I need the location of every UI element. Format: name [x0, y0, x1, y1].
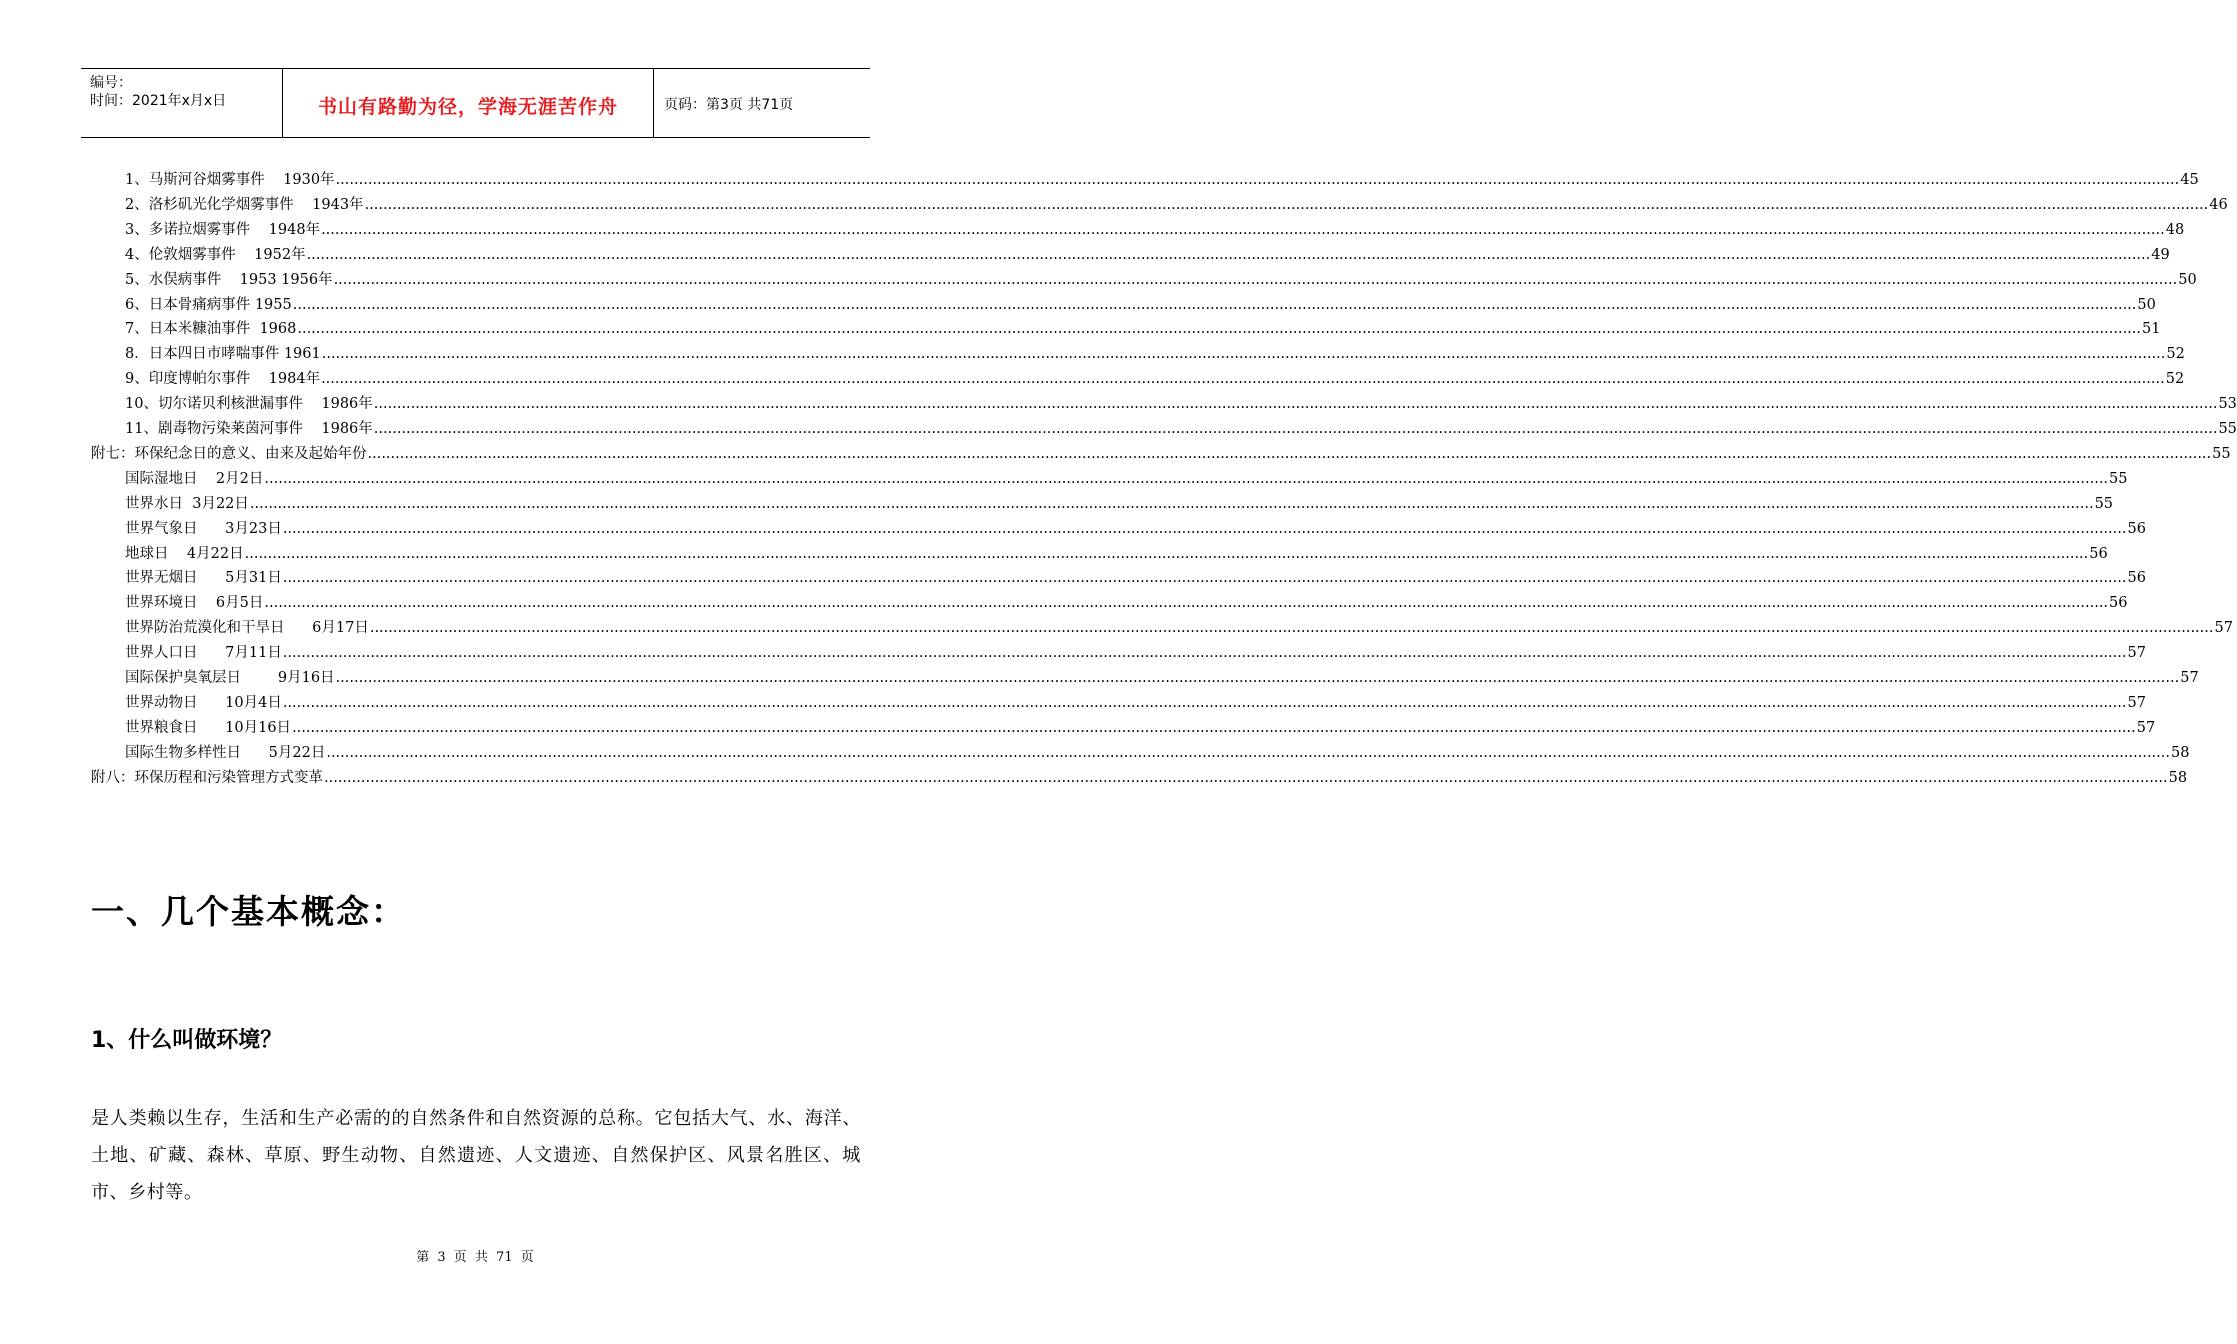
toc-leader-dots: ................................................................................................................................................................................................................................................................................................................................................................................................................ — [282, 570, 2127, 587]
date-label: 时间：2021年x月x日 — [90, 93, 227, 109]
toc-entry-title: 8．日本四日市哮喘事件 1961 — [125, 346, 321, 363]
toc-entry[interactable] — [125, 170, 2199, 190]
toc-entry-page: 57 — [2214, 620, 2233, 637]
toc-entry-title: 地球日 4月22日 — [125, 545, 244, 562]
toc-entry-page: 53 — [2218, 396, 2237, 413]
toc-entry-page: 51 — [2142, 321, 2161, 338]
toc-leader-dots: ................................................................................................................................................................................................................................................................................................................................................................................................................ — [282, 694, 2127, 711]
toc-entry[interactable] — [125, 319, 2161, 339]
toc-entry-title: 6、日本骨痛病事件 1955 — [125, 296, 292, 313]
toc-entry-title: 世界人口日 7月11日 — [125, 645, 282, 662]
toc-entry[interactable] — [125, 718, 2156, 738]
header-motto: 书山有路勤为径，学海无涯苦作舟 — [283, 69, 654, 137]
header-page-info: 页码：第3页 共71页 — [664, 97, 794, 113]
page-header — [81, 68, 870, 138]
toc-entry[interactable] — [125, 618, 2233, 638]
toc-entry-title: 世界动物日 10月4日 — [125, 694, 282, 711]
toc-entry[interactable] — [125, 519, 2146, 539]
toc-entry-page: 50 — [2178, 271, 2197, 288]
toc-entry-page: 56 — [2109, 595, 2128, 612]
toc-leader-dots: ................................................................................................................................................................................................................................................................................................................................................................................................................ — [264, 470, 2109, 487]
toc-entry-title: 国际湿地日 2月2日 — [125, 470, 264, 487]
toc-entry[interactable] — [125, 369, 2185, 389]
toc-entry-page: 57 — [2127, 645, 2146, 662]
toc-leader-dots: ................................................................................................................................................................................................................................................................................................................................................................................................................ — [333, 271, 2178, 288]
toc-entry-page: 55 — [2094, 495, 2114, 512]
toc-entry[interactable] — [91, 444, 2231, 464]
toc-entry-page: 56 — [2127, 520, 2146, 537]
toc-entry-title: 7、日本米糠油事件 1968 — [125, 321, 297, 338]
section-title: 一、几个基本概念： — [91, 892, 406, 931]
toc-leader-dots: ................................................................................................................................................................................................................................................................................................................................................................................................................ — [249, 495, 2094, 512]
toc-entry[interactable] — [125, 693, 2146, 713]
subsection-title: 1、什么叫做环境？ — [91, 1028, 283, 1053]
page-footer: 第 3 页 共 71 页 — [416, 1250, 534, 1265]
toc-entry-title: 附八：环保历程和污染管理方式变革 — [91, 769, 323, 786]
toc-leader-dots: ................................................................................................................................................................................................................................................................................................................................................................................................................ — [324, 769, 2168, 786]
toc-entry-title: 10、切尔诺贝利核泄漏事件 1986年 — [125, 396, 373, 413]
toc-entry-page: 57 — [2127, 694, 2146, 711]
toc-entry-title: 2、洛杉矶光化学烟雾事件 1943年 — [125, 196, 364, 213]
toc-entry-title: 1、马斯河谷烟雾事件 1930年 — [125, 172, 335, 188]
toc-entry-title: 世界粮食日 10月16日 — [125, 719, 292, 736]
toc-entry[interactable] — [125, 295, 2156, 315]
toc-leader-dots: ................................................................................................................................................................................................................................................................................................................................................................................................................ — [244, 545, 2089, 562]
toc-entry-page: 45 — [2180, 172, 2199, 188]
toc-entry-title: 3、多诺拉烟雾事件 1948年 — [125, 221, 321, 238]
toc-entry[interactable] — [91, 768, 2188, 788]
toc-leader-dots: ................................................................................................................................................................................................................................................................................................................................................................................................................ — [292, 296, 2137, 313]
toc-leader-dots: ................................................................................................................................................................................................................................................................................................................................................................................................................ — [335, 172, 2180, 188]
toc-entry[interactable] — [125, 494, 2114, 514]
toc-entry[interactable] — [125, 220, 2185, 240]
toc-entry-title: 世界防治荒漠化和干旱日 6月17日 — [125, 620, 369, 637]
toc-entry-page: 55 — [2218, 421, 2237, 437]
toc-entry-title: 世界无烟日 5月31日 — [125, 570, 282, 587]
toc-entry-page: 55 — [2109, 470, 2128, 487]
toc-entry[interactable] — [125, 593, 2128, 613]
toc-entry[interactable] — [125, 344, 2185, 364]
toc-leader-dots: ................................................................................................................................................................................................................................................................................................................................................................................................................ — [326, 744, 2170, 761]
toc-entry-page: 58 — [2171, 744, 2190, 761]
toc-entry-page: 56 — [2127, 570, 2146, 587]
toc-entry[interactable] — [125, 469, 2128, 489]
toc-entry[interactable] — [125, 568, 2146, 588]
toc-entry-page: 46 — [2209, 196, 2228, 213]
toc-entry-page: 50 — [2137, 296, 2156, 313]
toc-leader-dots: ................................................................................................................................................................................................................................................................................................................................................................................................................ — [364, 196, 2209, 213]
toc-entry-page: 57 — [2180, 670, 2199, 686]
toc-entry[interactable] — [125, 270, 2197, 290]
toc-entry[interactable] — [125, 394, 2237, 414]
toc-entry-page: 52 — [2165, 371, 2185, 388]
toc-entry-page: 56 — [2089, 545, 2108, 562]
toc-leader-dots: ................................................................................................................................................................................................................................................................................................................................................................................................................ — [335, 670, 2180, 686]
toc-leader-dots: ................................................................................................................................................................................................................................................................................................................................................................................................................ — [373, 396, 2218, 413]
toc-entry-title: 世界气象日 3月23日 — [125, 520, 282, 537]
toc-leader-dots: ................................................................................................................................................................................................................................................................................................................................................................................................................ — [367, 445, 2212, 462]
toc-leader-dots: ................................................................................................................................................................................................................................................................................................................................................................................................................ — [282, 520, 2127, 537]
toc-leader-dots: ................................................................................................................................................................................................................................................................................................................................................................................................................ — [292, 719, 2136, 736]
toc-entry-title: 国际保护臭氧层日 9月16日 — [125, 670, 335, 686]
toc-entry[interactable] — [125, 643, 2146, 663]
toc-entry[interactable] — [125, 245, 2170, 265]
toc-leader-dots: ................................................................................................................................................................................................................................................................................................................................................................................................................ — [321, 221, 2165, 238]
body-paragraph: 是人类赖以生存，生活和生产必需的的自然条件和自然资源的总称。它包括大气、水、海洋、土地、矿藏、森林、草原、野生动物、自然遗迹、人文遗迹、自然保护区、风景名胜区、城市、乡村等。 — [91, 1108, 861, 1203]
toc-leader-dots: ................................................................................................................................................................................................................................................................................................................................................................................................................ — [264, 595, 2109, 612]
toc-entry-page: 49 — [2151, 246, 2170, 263]
toc-entry[interactable] — [125, 195, 2228, 215]
toc-entry-title: 5、水俣病事件 1953 1956年 — [125, 271, 333, 288]
toc-leader-dots: ................................................................................................................................................................................................................................................................................................................................................................................................................ — [369, 620, 2214, 637]
toc-entry-page: 55 — [2212, 445, 2231, 462]
toc-entry[interactable] — [125, 544, 2108, 564]
toc-leader-dots: ................................................................................................................................................................................................................................................................................................................................................................................................................ — [282, 645, 2127, 662]
header-meta-cell — [81, 69, 283, 137]
toc-entry-page: 52 — [2166, 346, 2185, 363]
serial-label: 编号： — [90, 75, 132, 91]
toc-entry-title: 国际生物多样性日 5月22日 — [125, 744, 326, 761]
toc-entry-title: 9、印度博帕尔事件 1984年 — [125, 371, 321, 388]
toc-entry[interactable] — [125, 668, 2199, 688]
toc-entry-title: 附七：环保纪念日的意义、由来及起始年份 — [91, 445, 367, 462]
toc-leader-dots: ................................................................................................................................................................................................................................................................................................................................................................................................................ — [321, 346, 2166, 363]
toc-entry[interactable] — [125, 743, 2190, 763]
toc-entry-title: 世界水日 3月22日 — [125, 495, 249, 512]
toc-entry-title: 世界环境日 6月5日 — [125, 595, 264, 612]
toc-leader-dots: ................................................................................................................................................................................................................................................................................................................................................................................................................ — [306, 246, 2151, 263]
toc-entry[interactable] — [125, 419, 2237, 439]
toc-leader-dots: ................................................................................................................................................................................................................................................................................................................................................................................................................ — [373, 421, 2218, 437]
toc-leader-dots: ................................................................................................................................................................................................................................................................................................................................................................................................................ — [297, 321, 2142, 338]
toc-entry-title: 4、伦敦烟雾事件 1952年 — [125, 246, 306, 263]
toc-leader-dots: ................................................................................................................................................................................................................................................................................................................................................................................................................ — [321, 371, 2165, 388]
toc-entry-page: 48 — [2165, 221, 2185, 238]
toc-entry-page: 58 — [2168, 769, 2188, 786]
toc-entry-title: 11、剧毒物污染莱茵河事件 1986年 — [125, 421, 373, 437]
toc-entry-page: 57 — [2136, 719, 2156, 736]
